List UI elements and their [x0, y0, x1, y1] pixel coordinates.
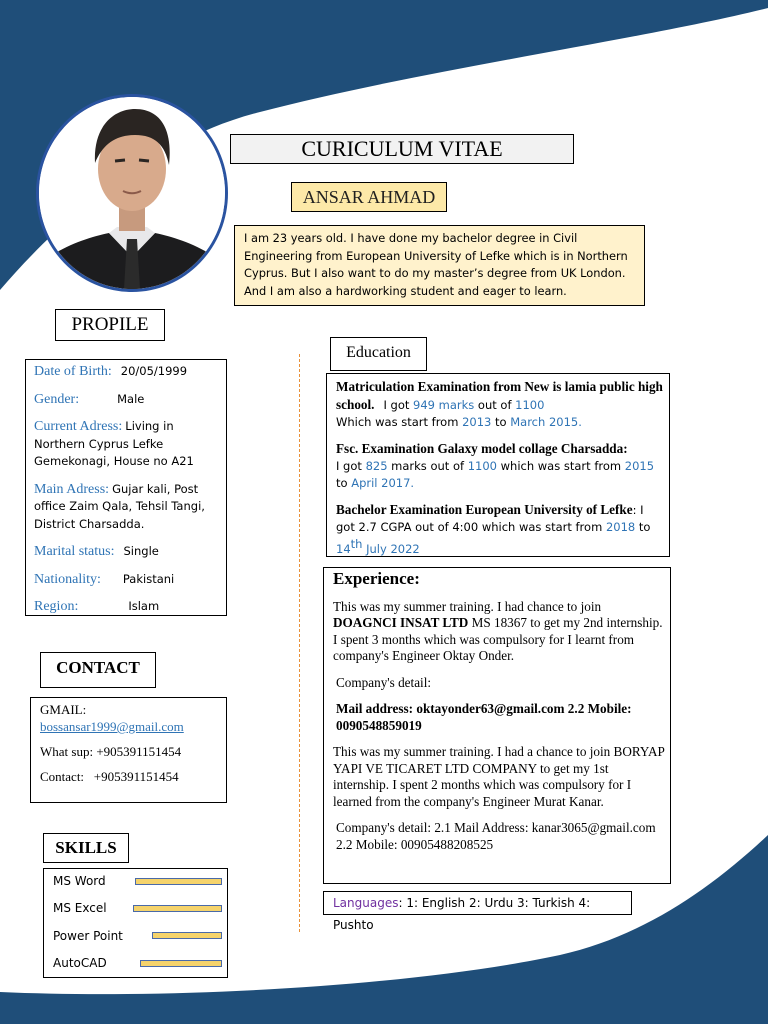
education-entry-matric: Matriculation Examination from New is lamia public high school. I got 949 marks out of 1100 Which was start from 2013 to March 2015. [336, 379, 663, 429]
region-value: Islam [128, 599, 160, 613]
person-portrait-icon [39, 97, 225, 289]
profile-heading: PROPILE [55, 309, 165, 341]
nationality-label: Nationality [34, 571, 97, 587]
skill-bar-ms-excel [133, 905, 222, 912]
profile-photo [36, 94, 228, 292]
whatsup-value: +905391151454 [96, 744, 182, 759]
gmail-label: GMAIL: [40, 702, 87, 717]
education-entry-fsc: Fsc. Examination Galaxy model collage Charsadda: I got 825 marks out of 1100 which was start from 2015 to April 2017. [336, 441, 655, 490]
matric-title: Matriculation Examination from New is lamia public high school. [336, 379, 663, 412]
company-detail-2: Company's detail: 2.1 Mail Address: kanar3065@gmail.com 2.2 Mobile: 00905488208525 [336, 820, 656, 852]
skill-bar-power-point [152, 932, 222, 939]
languages-label: Languages [333, 896, 399, 910]
contact-box [30, 697, 227, 803]
experience-box [323, 567, 671, 884]
gender-value: Male [117, 391, 145, 406]
languages-list: : 1: English 2: Urdu 3: Turkish 4: Pushto [333, 896, 591, 932]
dob-row: Date of Birth: 20/05/1999 [34, 364, 188, 379]
summary-box: I am 23 years old. I have done my bachelor degree in Civil Engineering from European University of Lefke which is in Northern Cyprus. But I also want to do my master’s degree from UK London. And I am also a hardworking student and eager to learn. [234, 225, 645, 306]
dob-value: 20/05/1999 [120, 364, 188, 378]
education-box [326, 373, 670, 557]
gender-label: Gender [34, 391, 76, 407]
skill-label-power-point: Power Point [53, 929, 123, 943]
current-address-value: Living in Northern Cyprus Lefke Gemekonagi, House no A21 [34, 419, 194, 468]
marital-row: Marital status: Single [34, 544, 159, 559]
region-row: Region: Islam [34, 599, 160, 614]
contact-heading: CONTACT [40, 652, 156, 688]
region-label: Region [34, 599, 75, 614]
experience-paragraph-1: This was my summer training. I had chance to join DOAGNCI INSAT LTD MS 18367 to get my 2nd internship. I spent 3 months which was compulsory for I learnt from company's Engineer Oktay Onder. [333, 598, 663, 663]
languages-box [323, 891, 632, 932]
fsc-title: Fsc. Examination Galaxy model collage Charsadda: [336, 441, 628, 456]
nationality-row: Nationality: Pakistani [34, 571, 175, 587]
gender-row: Gender: Male [34, 391, 145, 407]
bachelor-title: Bachelor Examination European University of Lefke [336, 502, 633, 517]
skill-label-autocad: AutoCAD [53, 956, 107, 970]
nationality-value: Pakistani [122, 571, 175, 586]
main-address-row: Main Adress: Gujar kali, Post office Zaim Qala, Tehsil Tangi, District Charsadda. [34, 481, 205, 531]
current-address-label: Current Adress [34, 419, 119, 434]
candidate-name: ANSAR AHMAD [291, 182, 447, 212]
skill-label-ms-excel: MS Excel [53, 901, 107, 915]
skill-bar-autocad [140, 960, 222, 967]
column-divider [299, 354, 300, 932]
education-heading: Education [330, 337, 427, 371]
cv-title: CURICULUM VITAE [230, 134, 574, 164]
whatsup-row [40, 743, 222, 760]
skill-label-ms-word: MS Word [53, 874, 106, 888]
email-link[interactable]: bossansar1999@gmail.com [40, 719, 184, 734]
phone-label: Contact: [40, 769, 85, 784]
company-detail-label: Company's detail: [336, 674, 432, 690]
experience-heading: Experience: [333, 569, 420, 588]
company-mail-line: Mail address: oktayonder63@gmail.com 2.2 Mobile: 0090548859019 [336, 701, 632, 733]
skills-heading: SKILLS [43, 833, 129, 863]
experience-paragraph-2: This was my summer training. I had a chance to join BORYAP YAPI VE TICARET LTD COMPANY to get my 1st internship. I spent 2 months which was compulsory for I learned from the company's Engineer Murat Kanar. [333, 744, 665, 809]
dob-label: Date of Birth [34, 364, 108, 379]
current-address-row: Current Adress: Living in Northern Cyprus Lefke Gemekonagi, House no A21 [34, 419, 194, 468]
marital-label: Marital status [34, 544, 111, 559]
main-address-label: Main Adress [34, 481, 106, 497]
skill-bar-ms-word [135, 878, 222, 885]
marital-value: Single [123, 544, 159, 558]
skills-box [43, 868, 228, 978]
phone-row [40, 768, 222, 785]
education-entry-bachelor: Bachelor Examination European University of Lefke: I got 2.7 CGPA out of 4:00 which was start from 2018 to 14th July 2022 [336, 502, 651, 556]
profile-info-box [25, 359, 227, 616]
main-address-value: Gujar kali, Post office Zaim Qala, Tehsil Tangi, District Charsadda. [34, 481, 205, 531]
phone-value: +905391151454 [93, 769, 179, 784]
whatsup-label: What sup: [40, 744, 94, 759]
